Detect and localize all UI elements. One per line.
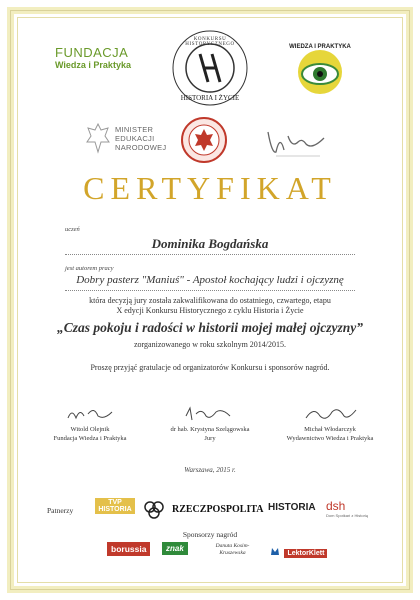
dsh-text: dsh <box>326 499 346 513</box>
fundacja-logo-line1: FUNDACJA <box>55 45 129 60</box>
signer-role: Jury <box>204 435 216 442</box>
ministry-logo <box>85 122 195 162</box>
certificate-title: CERTYFIKAT <box>83 170 337 206</box>
red-seal <box>180 116 228 164</box>
handwritten-signature-icon <box>180 404 240 424</box>
lektorklett-text: LektorKlett <box>284 549 327 558</box>
ministry-text <box>115 125 166 152</box>
ministry-line-3: NARODOWEJ <box>115 143 167 152</box>
dsh-caption: Dom Spotkań z Historią <box>326 513 369 518</box>
dotted-line <box>65 254 355 255</box>
signer-name: Witold Olejnik <box>70 426 110 433</box>
signer-role: Wydawnictwo Wiedza i Praktyka <box>286 435 374 442</box>
rings-emblem-icon <box>143 499 165 519</box>
signature-block <box>25 404 155 443</box>
tvp-historia-logo <box>95 498 135 514</box>
lektorklett-logo <box>270 542 327 560</box>
handwritten-signature-icon <box>60 404 120 424</box>
ministry-line-2: EDUKACJI <box>115 134 155 143</box>
znak-logo: znak <box>162 542 188 555</box>
work-title: Dobry pasterz "Maniuś" - Apostoł kochający ludzi i ojczyznę <box>76 274 344 286</box>
dsh-logo <box>326 499 368 518</box>
konkurs-ring-text: KONKURSU HISTORYCZNEGO <box>185 37 235 47</box>
contest-theme: „Czas pokoju i radości w historii mojej małej ojczyzny” <box>56 320 364 335</box>
label-student: uczeń <box>65 226 80 233</box>
tvp-historia-text: TVP HISTORIA <box>95 498 135 514</box>
fundacja-logo <box>55 45 135 70</box>
student-name: Dominika Bogdańska <box>151 236 269 251</box>
red-seal-icon <box>180 116 228 164</box>
konkurs-name: HISTORIA I ŻYCIE <box>180 94 240 102</box>
signature-block <box>265 404 395 443</box>
dotted-line <box>65 290 355 291</box>
signer-name: dr hab. Krystyna Szelągowska <box>170 426 250 433</box>
eagle-emblem-icon <box>85 122 111 154</box>
handwritten-logo-icon <box>262 124 332 162</box>
congratulations-text: Proszę przyjąć gratulacje od organizatorów Konkursu i sponsorów nagród. <box>90 363 330 372</box>
crown-icon <box>270 545 280 557</box>
ministry-line-1: MINISTER <box>115 125 154 134</box>
signature-block <box>145 404 275 443</box>
kosim-kruszewska-logo: Danuta Kosim-Kruszewska <box>215 543 250 556</box>
qualification-text: która decyzją jury została zakwalifikowana do ostatniego, czwartego, etapu <box>89 296 331 305</box>
wiedza-i-praktyka-logo <box>290 40 350 100</box>
patron-emblem <box>143 499 165 524</box>
school-year-text: zorganizowanego w roku szkolnym 2014/2015. <box>133 340 287 349</box>
historia-logo: HISTORIA <box>268 502 316 513</box>
wip-logo-text: WIEDZA I PRAKTYKA <box>289 44 351 50</box>
contest-edition-text: X edycji Konkursu Historycznego z cyklu Historia i Życie <box>116 306 304 315</box>
borussia-logo: borussia <box>107 542 150 556</box>
signer-role: Fundacja Wiedza i Praktyka <box>53 435 127 442</box>
issue-date: Warszawa, 2015 r. <box>184 466 236 474</box>
patrons-label: Patnerzy <box>47 506 74 515</box>
signature-logo <box>262 124 332 162</box>
rzeczpospolita-logo: RZECZPOSPOLITA <box>172 504 264 515</box>
sponsors-label: Sponsorzy nagród <box>182 530 238 539</box>
handwritten-signature-icon <box>300 404 360 424</box>
fundacja-logo-line2: Wiedza i Praktyka <box>55 60 131 70</box>
label-author: jest autorem pracy <box>65 265 114 272</box>
signer-name: Michał Włodarczyk <box>304 426 356 433</box>
konkurs-logo <box>170 28 250 108</box>
